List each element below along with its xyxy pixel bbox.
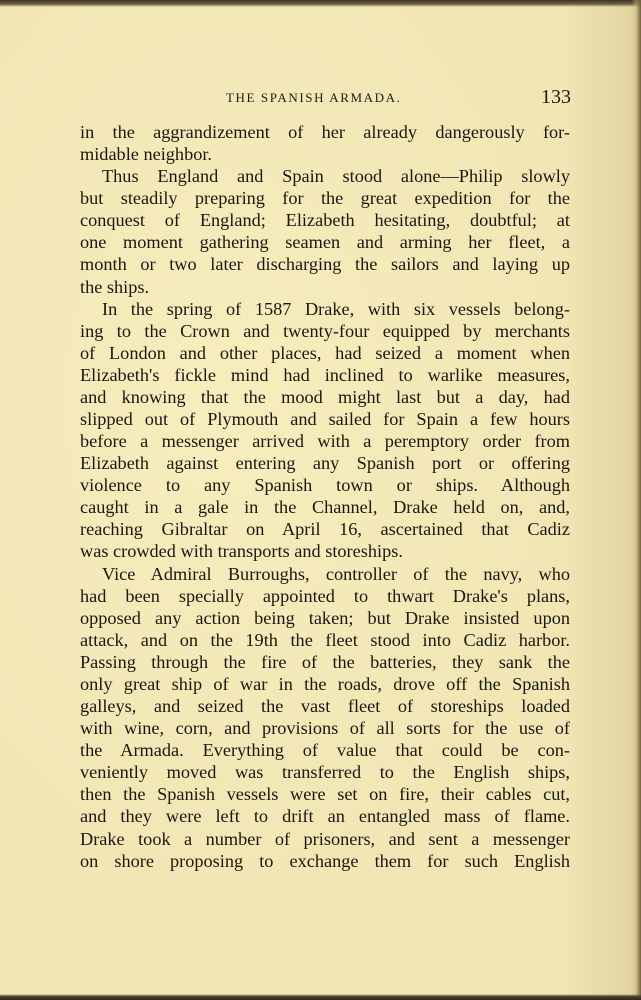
text-line: opposed any action being taken; but Drake insisted upon: [80, 607, 570, 628]
page-right-edge: [631, 0, 641, 1000]
page-top-edge: [0, 0, 641, 7]
text-line: and knowing that the mood might last but a day, had: [80, 386, 570, 407]
text-line: galleys, and seized the vast fleet of storeships loaded: [80, 696, 570, 717]
text-line: only great ship of war in the roads, drove off the Spanish: [80, 673, 570, 694]
text-line: on shore proposing to exchange them for such English: [80, 850, 570, 871]
text-line: Vice Admiral Burroughs, controller of the navy, who: [102, 563, 570, 584]
text-line: Elizabeth against entering any Spanish port or offering: [80, 453, 570, 474]
text-line: violence to any Spanish town or ships. Although: [80, 475, 570, 496]
text-line: Thus England and Spain stood alone—Philip slowly: [102, 166, 570, 187]
text-line: Drake took a number of prisoners, and sent a messenger: [80, 828, 570, 849]
text-line: then the Spanish vessels were set on fire, their cables cut,: [80, 784, 570, 805]
text-line: month or two later discharging the sailors and laying up: [80, 254, 570, 275]
page-number: 133: [541, 86, 571, 108]
page-bottom-edge: [0, 994, 641, 1000]
text-line: the ships.: [80, 276, 150, 297]
body-text: [80, 121, 570, 872]
text-line: veniently moved was transferred to the English ships,: [80, 762, 570, 783]
text-line: of London and other places, had seized a moment when: [80, 342, 570, 363]
text-line: reaching Gibraltar on April 16, ascertained that Cadiz: [80, 519, 570, 540]
text-line: with wine, corn, and provisions of all sorts for the use of: [80, 718, 570, 739]
text-line: In the spring of 1587 Drake, with six vessels belong-: [102, 298, 570, 319]
text-line: Passing through the fire of the batteries, they sank the: [80, 651, 570, 672]
text-line: caught in a gale in the Channel, Drake held on, and,: [80, 497, 570, 518]
text-line: the Armada. Everything of value that could be con-: [80, 740, 570, 761]
text-line: in the aggrandizement of her already dangerously for-: [80, 122, 570, 142]
text-line: one moment gathering seamen and arming her fleet, a: [80, 232, 570, 253]
text-line: Elizabeth's fickle mind had inclined to warlike measures,: [80, 364, 570, 385]
text-line: and they were left to drift an entangled mass of flame.: [80, 806, 570, 827]
running-head: THE SPANISH ARMADA.: [226, 90, 402, 105]
text-line: ing to the Crown and twenty-four equipped by merchants: [80, 320, 570, 341]
text-line: midable neighbor.: [80, 144, 213, 165]
text-line: attack, and on the 19th the fleet stood into Cadiz harbor.: [80, 629, 570, 650]
text-line: had been specially appointed to thwart Drake's plans,: [80, 585, 570, 606]
text-line: slipped out of Plymouth and sailed for Spain a few hours: [80, 409, 570, 430]
text-line: conquest of England; Elizabeth hesitating, doubtful; at: [80, 210, 570, 231]
text-line: but steadily preparing for the great expedition for the: [80, 188, 570, 209]
text-line: was crowded with transports and storeships.: [80, 541, 403, 562]
text-line: before a messenger arrived with a peremptory order from: [80, 431, 570, 452]
